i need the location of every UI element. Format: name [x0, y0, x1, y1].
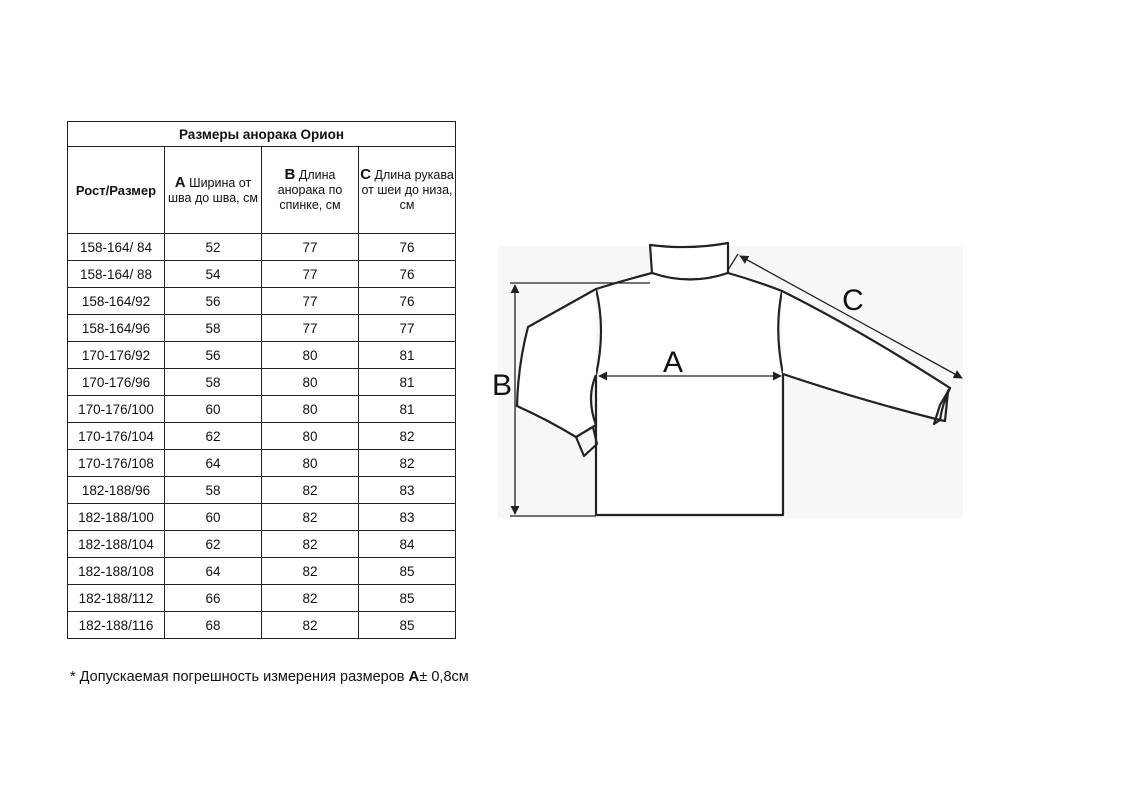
cell-width: 66: [165, 585, 262, 612]
cell-length: 77: [262, 288, 359, 315]
cell-length: 77: [262, 315, 359, 342]
cell-length: 80: [262, 396, 359, 423]
table-header-row: [68, 147, 456, 234]
cell-sleeve: 76: [359, 234, 456, 261]
cell-height-size: 170-176/100: [68, 396, 165, 423]
cell-length: 82: [262, 585, 359, 612]
cell-sleeve: 85: [359, 612, 456, 639]
table-row: [68, 288, 456, 315]
cell-length: 80: [262, 450, 359, 477]
cell-sleeve: 76: [359, 288, 456, 315]
cell-sleeve: 85: [359, 558, 456, 585]
footnote-prefix: * Допускаемая погрешность измерения размеров: [70, 669, 409, 685]
anorak-measurement-diagram: [480, 230, 980, 530]
cell-width: 64: [165, 450, 262, 477]
cell-length: 77: [262, 234, 359, 261]
table-title: Размеры анорака Орион: [68, 122, 456, 147]
header-width: [165, 147, 262, 234]
cell-height-size: 182-188/116: [68, 612, 165, 639]
cell-width: 56: [165, 288, 262, 315]
table-row: [68, 396, 456, 423]
body: [596, 273, 783, 515]
label-b: B: [491, 369, 513, 402]
collar: [650, 243, 728, 280]
cell-height-size: 182-188/108: [68, 558, 165, 585]
table-row: [68, 504, 456, 531]
cell-height-size: 170-176/96: [68, 369, 165, 396]
table-row: [68, 531, 456, 558]
cell-sleeve: 82: [359, 450, 456, 477]
cell-width: 68: [165, 612, 262, 639]
table-row: [68, 585, 456, 612]
header-width-letter: A: [174, 173, 186, 191]
header-length-text: Длина анорака по спинке, см: [277, 168, 343, 212]
cell-width: 52: [165, 234, 262, 261]
cell-height-size: 170-176/108: [68, 450, 165, 477]
cell-sleeve: 83: [359, 504, 456, 531]
cell-sleeve: 77: [359, 315, 456, 342]
cell-sleeve: 82: [359, 423, 456, 450]
header-height-size: Рост/Размер: [68, 147, 165, 234]
cell-length: 80: [262, 369, 359, 396]
cell-width: 64: [165, 558, 262, 585]
cell-sleeve: 83: [359, 477, 456, 504]
cell-height-size: 170-176/92: [68, 342, 165, 369]
header-sleeve-letter: C: [360, 166, 372, 183]
cell-width: 54: [165, 261, 262, 288]
header-length: [262, 147, 359, 234]
cell-width: 56: [165, 342, 262, 369]
cell-width: 62: [165, 531, 262, 558]
cell-width: 62: [165, 423, 262, 450]
cell-height-size: 158-164/96: [68, 315, 165, 342]
cell-length: 82: [262, 504, 359, 531]
cell-length: 82: [262, 612, 359, 639]
label-a: A: [662, 346, 684, 379]
table-row: [68, 612, 456, 639]
table-body: [68, 234, 456, 639]
cell-height-size: 158-164/ 84: [68, 234, 165, 261]
footnote-letter: A: [408, 668, 420, 685]
table-row: [68, 234, 456, 261]
cell-sleeve: 81: [359, 342, 456, 369]
cell-sleeve: 85: [359, 585, 456, 612]
table-row: [68, 261, 456, 288]
cell-length: 82: [262, 531, 359, 558]
cell-height-size: 158-164/92: [68, 288, 165, 315]
header-sleeve-text: Длина рукава от шеи до низа, см: [361, 168, 454, 212]
cell-sleeve: 84: [359, 531, 456, 558]
cell-height-size: 182-188/112: [68, 585, 165, 612]
cell-length: 80: [262, 342, 359, 369]
table-row: [68, 477, 456, 504]
footnote-suffix: ± 0,8см: [419, 669, 469, 685]
cell-length: 82: [262, 477, 359, 504]
cell-width: 60: [165, 396, 262, 423]
footnote: [70, 668, 469, 685]
cell-height-size: 158-164/ 88: [68, 261, 165, 288]
size-table: [67, 121, 456, 639]
table-row: [68, 423, 456, 450]
cell-sleeve: 81: [359, 396, 456, 423]
cell-height-size: 170-176/104: [68, 423, 165, 450]
header-length-letter: B: [284, 166, 296, 183]
table-row: [68, 450, 456, 477]
cell-length: 77: [262, 261, 359, 288]
cell-length: 80: [262, 423, 359, 450]
cell-height-size: 182-188/96: [68, 477, 165, 504]
cell-width: 58: [165, 369, 262, 396]
table-row: [68, 558, 456, 585]
header-sleeve: [359, 147, 456, 234]
cell-width: 60: [165, 504, 262, 531]
table-row: [68, 315, 456, 342]
cell-sleeve: 81: [359, 369, 456, 396]
header-width-text: Ширина от шва до шва, см: [168, 175, 258, 205]
table-row: [68, 342, 456, 369]
cell-height-size: 182-188/100: [68, 504, 165, 531]
cell-width: 58: [165, 315, 262, 342]
label-c: C: [842, 284, 864, 317]
cell-length: 82: [262, 558, 359, 585]
cell-sleeve: 76: [359, 261, 456, 288]
cell-height-size: 182-188/104: [68, 531, 165, 558]
table-row: [68, 369, 456, 396]
cell-width: 58: [165, 477, 262, 504]
